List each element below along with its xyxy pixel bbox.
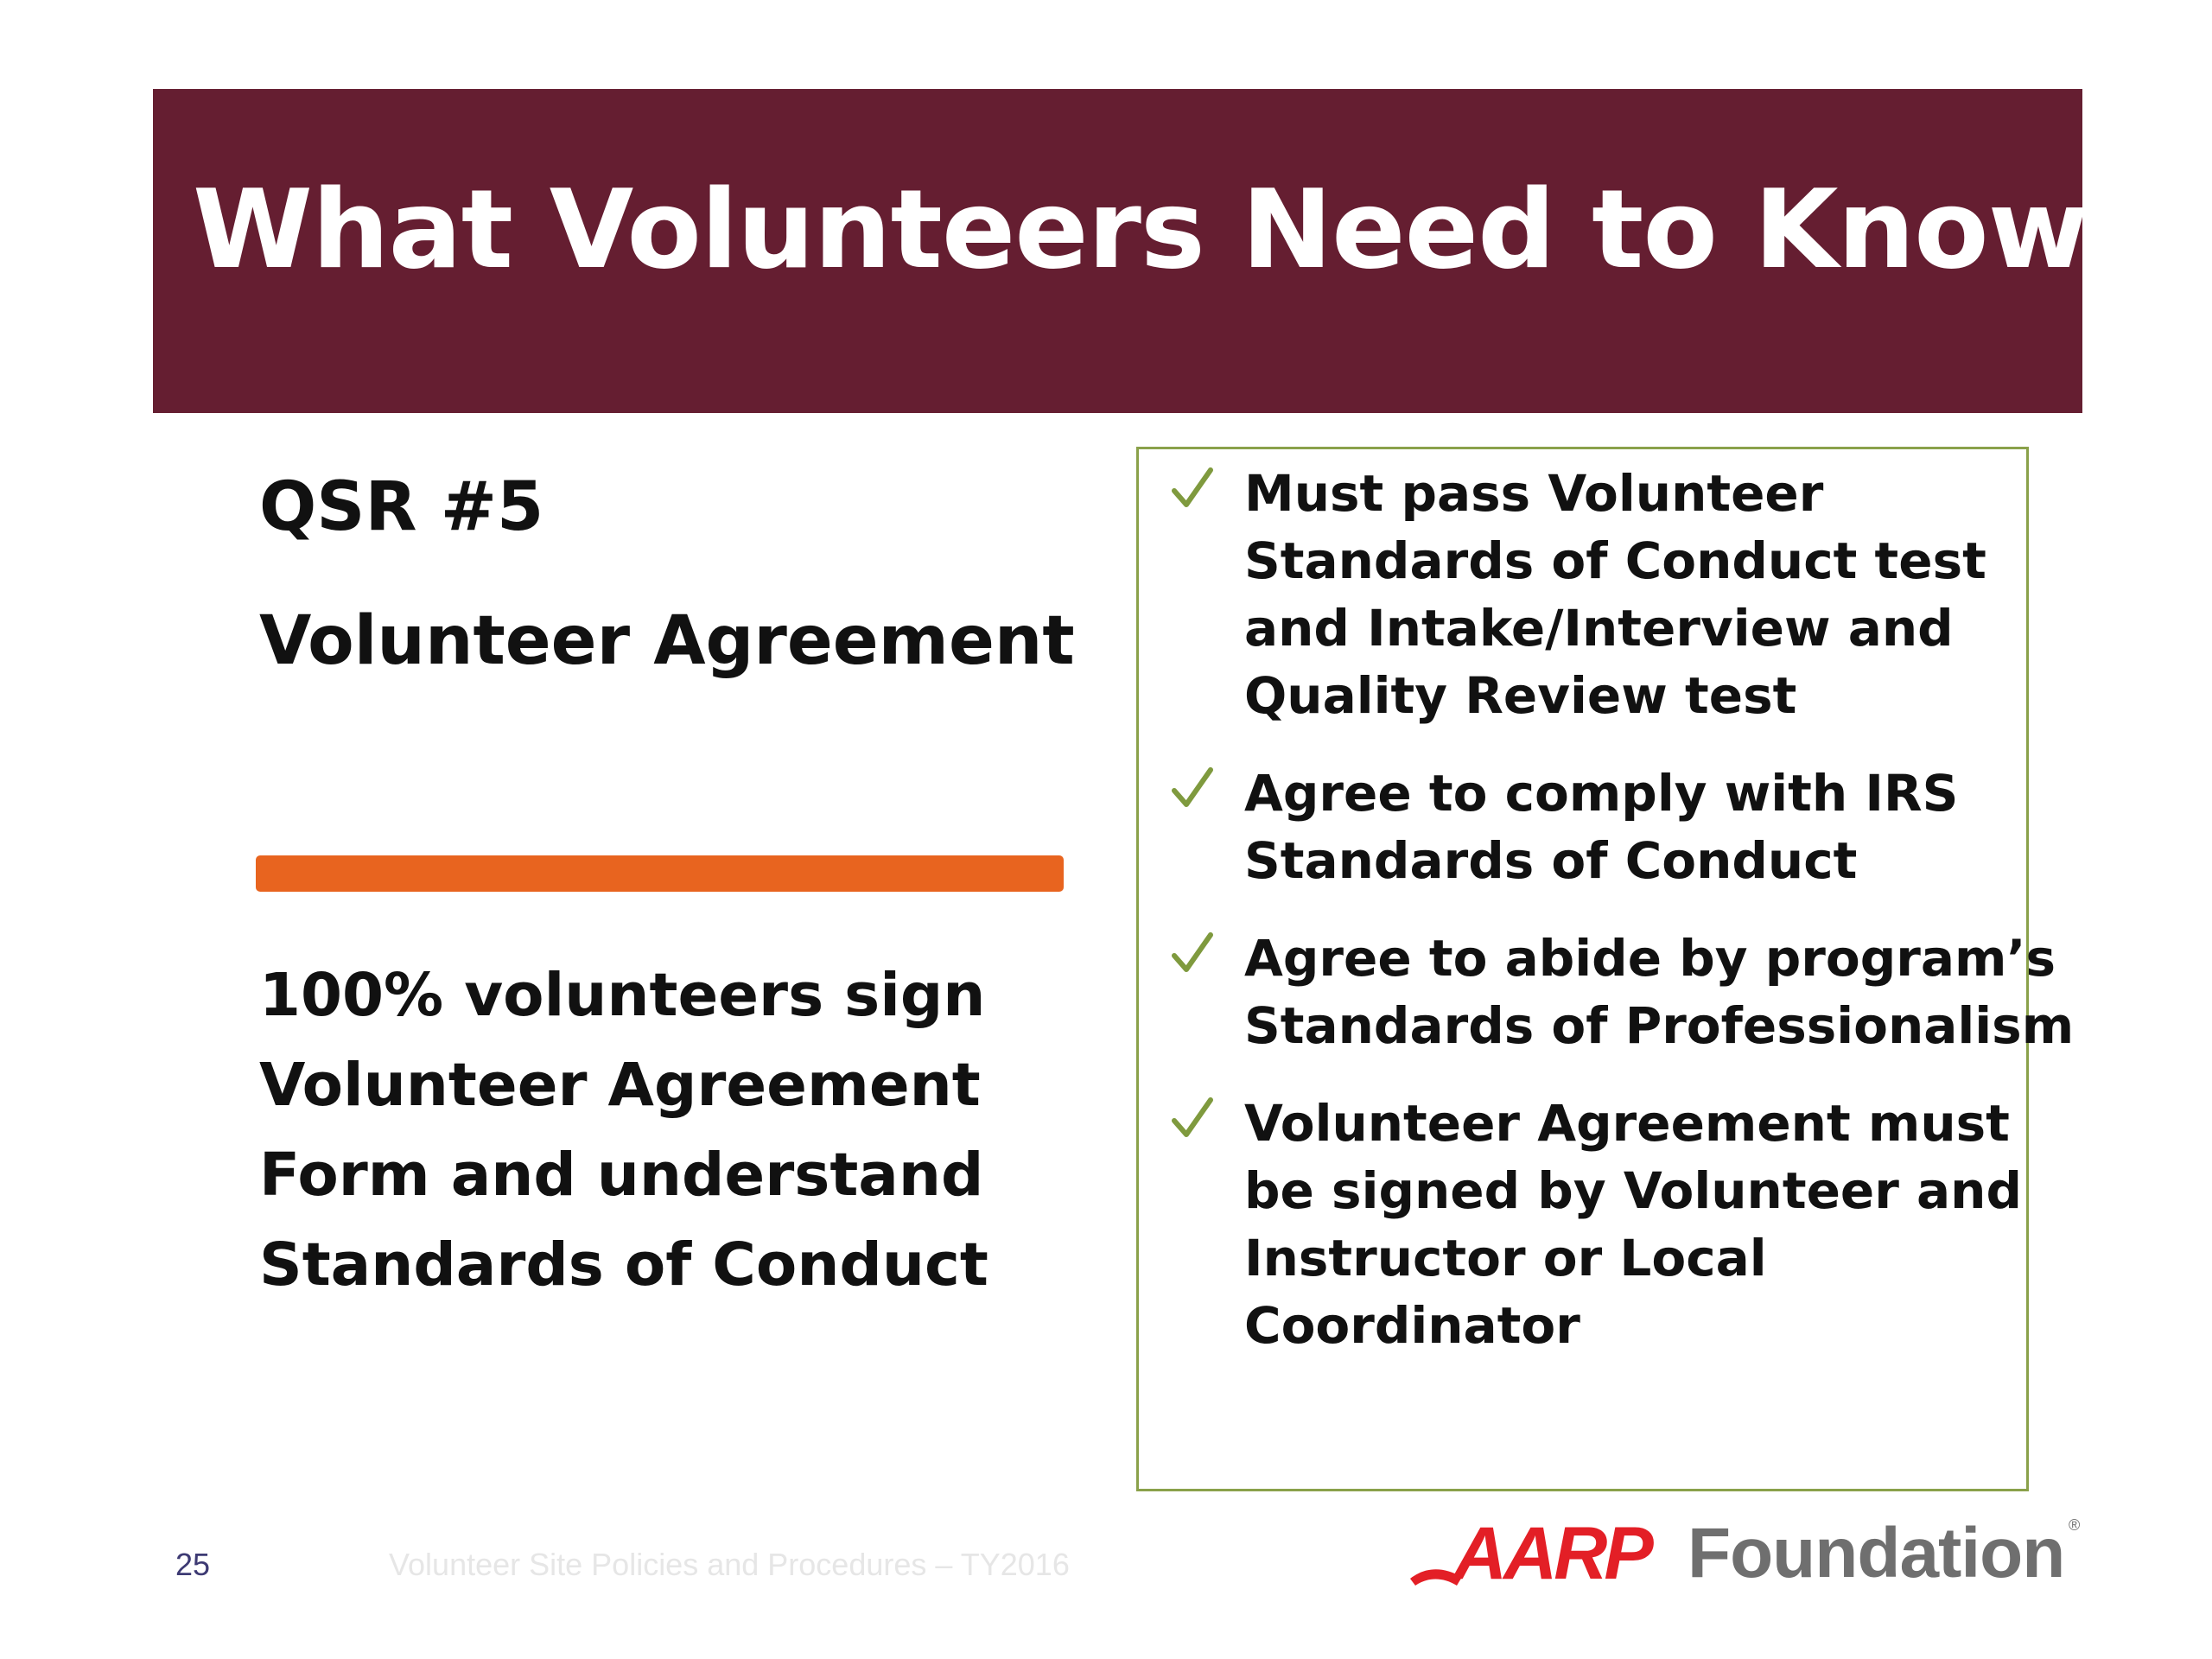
page-number: 25 — [175, 1547, 211, 1582]
checklist-line: Standards of Conduct — [1244, 831, 1858, 890]
check-icon — [1171, 765, 1214, 813]
summary-line: Standards of Conduct — [259, 1230, 988, 1300]
summary-line: 100% volunteers sign — [259, 961, 986, 1030]
checklist-item — [1171, 760, 2018, 894]
summary-line: Form and understand — [259, 1141, 984, 1210]
check-icon — [1171, 1095, 1214, 1143]
footer-caption: Volunteer Site Policies and Procedures – TY2016 — [389, 1547, 1070, 1582]
check-icon — [1171, 465, 1214, 513]
title-bar — [153, 89, 2088, 413]
checklist-item — [1171, 1090, 2022, 1359]
checklist — [1171, 460, 2075, 1389]
qsr-subtitle: Volunteer Agreement — [259, 602, 1075, 680]
checklist-line: Standards of Professionalism — [1244, 996, 2075, 1055]
checklist-line: be signed by Volunteer and — [1244, 1161, 2022, 1220]
checklist-line: Instructor or Local — [1244, 1229, 1767, 1287]
checklist-line: Must pass Volunteer — [1244, 464, 1824, 523]
registered-mark: ® — [2069, 1516, 2081, 1534]
logo-brand: AARP — [1453, 1512, 1650, 1595]
qsr-label: QSR #5 — [259, 468, 544, 546]
checklist-line: Agree to abide by program’s — [1244, 929, 2056, 988]
checklist-item — [1171, 460, 2018, 729]
summary-text — [259, 950, 1071, 1310]
summary-line: Volunteer Agreement — [259, 1051, 981, 1120]
checklist-line: Agree to comply with IRS — [1244, 764, 1959, 823]
checklist-line: and Intake/Interview and — [1244, 599, 1954, 658]
checklist-line: Volunteer Agreement must — [1244, 1094, 2010, 1153]
aarp-foundation-logo — [1408, 1512, 2082, 1599]
checklist-line: Quality Review test — [1244, 666, 1797, 725]
checklist-line: Standards of Conduct test — [1244, 531, 1986, 590]
check-icon — [1171, 930, 1214, 978]
slide-title: What Volunteers Need to Know — [193, 166, 2088, 293]
checklist-item — [1171, 925, 2075, 1059]
divider-bar — [256, 855, 1064, 892]
logo-suffix: Foundation — [1688, 1514, 2065, 1592]
checklist-line: Coordinator — [1244, 1296, 1580, 1355]
